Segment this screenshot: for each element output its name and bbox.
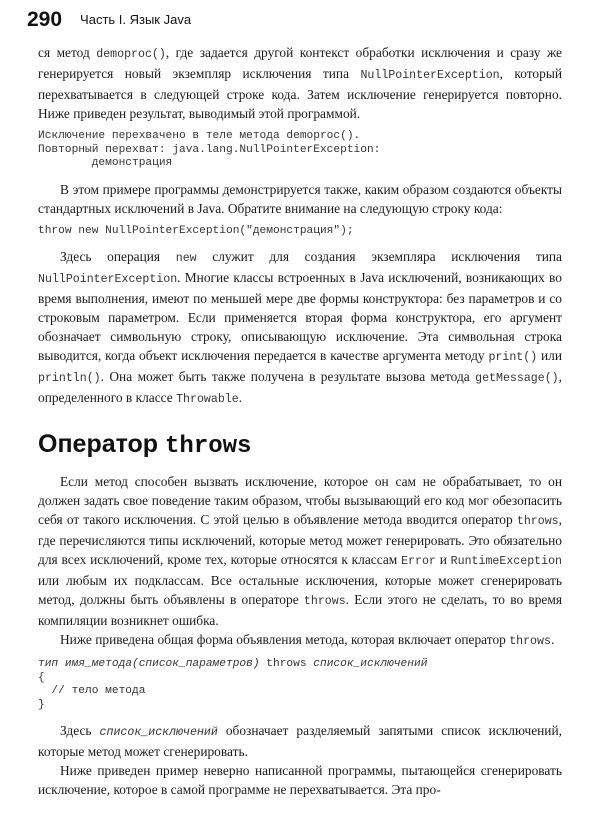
paragraph-standard-exceptions: [38, 180, 562, 218]
inline-code: NullPointerException: [38, 273, 178, 286]
inline-code: print(): [488, 351, 538, 364]
syntax-open-brace: {: [38, 671, 45, 684]
text-run: Здесь операция: [60, 249, 176, 264]
paragraph-demoproc-context: [38, 43, 562, 123]
inline-code: NullPointerException: [360, 69, 500, 82]
output-line: Повторный перехват: java.lang.NullPointerException:: [38, 143, 381, 156]
text-run: Ниже приведена общая форма объявления метода, которая включает оператор: [60, 632, 510, 647]
inline-code: throws: [509, 635, 551, 648]
running-title: Часть I. Язык Java: [80, 12, 192, 27]
text-run: Ниже приведен пример неверно написанной программы, пытающейся сгенерировать исключение, которое в самой программе не перехватывается. Эта про-: [38, 763, 562, 797]
syntax-throws-keyword: throws: [259, 658, 314, 670]
method-syntax-block: [38, 658, 562, 712]
syntax-body-comment: // тело метода: [38, 685, 146, 697]
inline-code: Throwable: [176, 393, 239, 406]
paragraph-exception-list-explained: [38, 721, 562, 761]
section-heading-text: Оператор: [38, 430, 166, 458]
text-run: , где перечисляются типы исключений, которые метод может генерировать. Это обязательно для всех исключений, кроме тех, которые относятся к классам: [38, 512, 562, 567]
output-line: демонстрация: [38, 157, 173, 169]
text-run: , где задается другой контекст обработки исключения и сразу же генерируется новый экземпляр исключения типа: [38, 45, 562, 81]
section-heading-code: throws: [165, 433, 252, 460]
program-output-block: [38, 130, 562, 171]
inline-code: throws: [516, 515, 559, 528]
text-run: ся метод: [38, 45, 97, 60]
text-run: , который перехватывается в следующей строке кода. Затем исключение генерируется повторно. Ниже приведен результат, выводимый этой программой.: [38, 66, 562, 121]
section-heading-throws: [38, 429, 562, 462]
text-run: Здесь: [60, 723, 100, 738]
text-run: или любым их подклассам. Все остальные исключения, которые может сгенерировать метод, должны быть объявлены в операторе: [38, 573, 562, 607]
syntax-method-signature: тип имя_метода(список_параметров): [38, 658, 260, 670]
text-run: обозначает разделяемый запятыми список исключений, которые метод может сгенерировать.: [38, 723, 562, 759]
inline-code: Error: [401, 555, 436, 568]
paragraph-general-form-intro: [38, 630, 562, 651]
text-run: , определенного в классе: [38, 369, 562, 405]
inline-code: throws: [303, 595, 346, 608]
page-content: [38, 43, 562, 799]
inline-code: demoproc(): [96, 48, 166, 61]
text-run: и: [435, 552, 451, 567]
inline-code: getMessage(): [475, 372, 559, 385]
paragraph-throws-description: [38, 472, 562, 630]
text-run: служит для создания экземпляра исключения типа: [196, 249, 562, 264]
page-header: [27, 8, 191, 38]
inline-code: список_исключений: [99, 726, 218, 739]
text-run: В этом примере программы демонстрируется также, каким образом создаются объекты стандартных исключений в Java. Обратите внимание на следующую строку кода:: [38, 181, 562, 216]
text-run: Если метод способен вызвать исключение, которое он сам не обрабатывает, то он должен задать свое поведение таким образом, чтобы вызывающий его код мог обезопасить себя от такого исключения. С этой целью в объявление метода вводится оператор: [38, 474, 562, 527]
paragraph-new-operator: [38, 247, 562, 409]
text-run: . Она может быть также получена в результате вызова метода: [100, 369, 476, 384]
inline-code: println(): [38, 372, 101, 385]
page-number: 290: [27, 8, 63, 31]
text-run: . Многие классы встроенных в Java исключений, возникающих во время выполнения, имеют по меньшей мере две формы конструктора: без параметров и со строковым параметром. Если применяется вторая форма конструктора, его аргумент обозначает символьную строку, описывающую исключение. Эта символьная строка выводится, когда объект исключения передается в качестве аргумента методу: [38, 270, 562, 363]
inline-code: new: [175, 252, 197, 265]
text-run: или: [537, 348, 562, 363]
syntax-close-brace: }: [38, 698, 45, 711]
text-run: . Если этого не сделать, то во время компиляции возникнет ошибка.: [38, 592, 563, 628]
paragraph-incorrect-program-intro: [38, 761, 562, 799]
output-line: Исключение перехвачено в теле метода demoproc().: [38, 130, 361, 142]
inline-code: RuntimeException: [450, 555, 562, 568]
text-run: .: [238, 390, 243, 405]
text-run: .: [550, 632, 555, 647]
syntax-exception-list: список_исключений: [313, 658, 428, 670]
throw-code-line: throw new NullPointerException("демонстрация");: [38, 224, 354, 237]
